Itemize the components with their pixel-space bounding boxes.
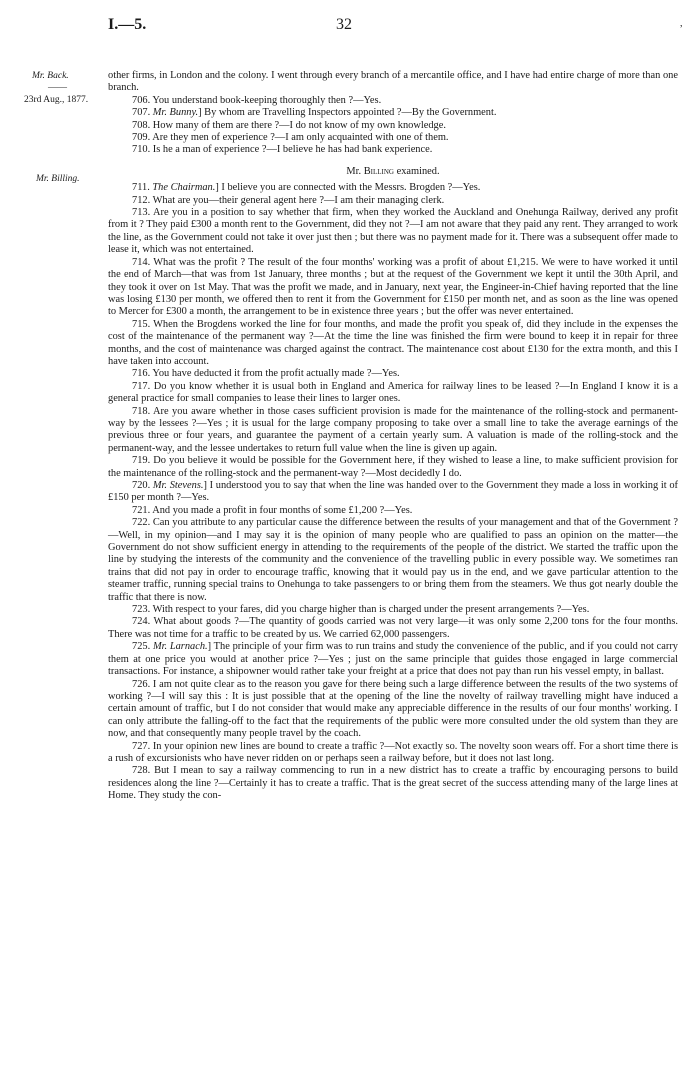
question-708: 708. How many of them are there ?—I do not know of my own knowledge.	[132, 119, 446, 131]
margin-date: 23rd Aug., 1877.	[24, 95, 89, 105]
question-709: 709. Are they men of experience ?—I am only acquainted with one of them.	[132, 132, 449, 144]
margin-dash: ——	[48, 83, 67, 93]
question-725	[108, 641, 678, 678]
question-713: 713. Are you in a position to say whether that firm, when they worked the Auckland and Onehunga Railway, derived any profit from it ? They paid £300 a month rent to the Government, did they not ?—I am not aware that they paid any rent. They arranged to work the line, as the Government could not take it over just then ; but there was no payment made for it. There was a subsequent offer made to lease it, which was not entertained.	[108, 207, 678, 256]
speaker-name: Mr. Bunny.	[152, 107, 199, 119]
section-heading	[108, 166, 678, 178]
question-714: 714. What was the profit ? The result of the four months' working was a profit of about £1,215. We were to have worked it until the end of March—that was from 1st January, three months ; but at the request of the Government we kept it until the 30th April, and they took it over on 1st May. That was the profit we made, and in January, next year, the Engineer-in-Chief having reported that the line was losing £130 per month, we offered then to rent it from the Government for £150 per month net, and as soon as the line was opened to Mercer for £300 a month, the arrangement to be in existence three years ; but the offer was never entertained.	[108, 256, 678, 318]
question-text: ] I believe you are connected with the Messrs. Brogden ?—Yes.	[215, 182, 481, 194]
question-726: 726. I am not quite clear as to the reason you gave for there being such a large difference between the results of the two systems of working ?—I will say this : It is just possible that at the opening of the line the novelty of railway travelling might have induced a certain amount of traffic, but I do not consider that would make any appreciable difference in the results of our four months' working. I can only attribute the falling-off to the fact that the requirements of the public were more consulted under the old system than they are now, and that consequently many people travel by the coach.	[108, 678, 678, 740]
speaker-name: Mr. Larnach.	[152, 641, 208, 653]
question-719: 719. Do you believe it would be possible for the Government here, if they wished to lease a line, to make sufficient provision for the maintenance of the rolling-stock and the permanent-way ?—Most decidedly I do.	[108, 455, 678, 479]
page-number: 32	[336, 16, 352, 33]
question-711	[108, 182, 678, 194]
question-728: 728. But I mean to say a railway commencing to run in a new district has to create a traffic by encouraging persons to build residences along the line ?—Certainly it has to create a traffic. That is the great secret of the success attending many of the large lines at Home. They study the con-	[108, 765, 678, 802]
margin-witness-back: Mr. Back.	[32, 71, 69, 81]
question-number: 720.	[132, 480, 153, 491]
question-706: 706. You understand book-keeping thoroughly then ?—Yes.	[132, 94, 382, 106]
question-text: ] The principle of your firm was to run trains and study the convenience of the public, and if you could not carry them at one price you would at another price ?—Yes ; just on the same principle that guides those engaged in large commercial transactions. For instance, a shipowner would rather take your freight at a price that does not pay than run his vessel empty, in ballast.	[108, 641, 679, 678]
margin-witness-billing: Mr. Billing.	[36, 174, 80, 184]
question-712: 712. What are you—their general agent here ?—I am their managing clerk.	[132, 194, 445, 206]
question-716: 716. You have deducted it from the profit actually made ?—Yes.	[132, 368, 400, 380]
document-reference: I.—5.	[108, 16, 147, 33]
paragraph-continuation: other firms, in London and the colony. I went through every branch of a mercantile office, and I have had entire charge of more than one branch.	[108, 70, 678, 94]
speaker-name: Mr. Stevens.	[152, 480, 204, 491]
heading-prefix: Mr.	[346, 165, 364, 177]
heading-suffix: examined.	[394, 165, 440, 177]
question-727: 727. In your opinion new lines are bound to create a traffic ?—Not exactly so. The novelty soon wears off. For a short time there is a rush of excursionists who have never ridden on or perhaps seen a railway before, but it does not last long.	[108, 740, 678, 764]
testimony-body	[108, 70, 678, 803]
question-text: ] I understood you to say that when the line was handed over to the Government they made a loss in working it of £150 per month ?—Yes.	[108, 480, 678, 504]
question-number: 707.	[132, 107, 153, 119]
question-text: ] By whom are Travelling Inspectors appointed ?—By the Government.	[198, 107, 497, 119]
question-number: 711.	[132, 182, 153, 194]
question-707	[108, 107, 678, 119]
question-720	[108, 480, 678, 505]
header-mark: ,	[680, 18, 683, 29]
question-718: 718. Are you aware whether in those cases sufficient provision is made for the maintenance of the rolling-stock and permanent-way by the lessees ?—Yes ; it is usual for the large company proposing to take over a small line to take the average earnings of the previous three or four years, and guarantee the payment of a certain yearly sum. A valuation is made of the rolling-stock and the permanent-way, and the lessee undertakes to return full value when the line is given up again.	[108, 405, 678, 454]
page-header	[0, 16, 700, 40]
question-number: 725.	[132, 641, 153, 653]
question-724: 724. What about goods ?—The quantity of goods carried was not very large—it was only some 2,200 tons for the four months. There was not time for a traffic to be created by us. We carried 62,000 passengers.	[108, 616, 678, 640]
speaker-name: The Chairman.	[152, 182, 216, 194]
question-710: 710. Is he a man of experience ?—I believe he has had bank experience.	[132, 144, 433, 156]
page-bottom-spacer	[108, 1072, 678, 1073]
heading-name: Billing	[363, 165, 394, 177]
question-722: 722. Can you attribute to any particular cause the difference between the results of your management and that of the Government ?—Well, in my opinion—and I may say it is the opinion of many people who are qualified to pass an opinion on the matter—the Government do not show sufficient energy in attending to the requirements of the people of the district. We started the traffic upon the line by studying the interests of the community and the convenience of the travelling public in every possible way. We sometimes ran trains that did not pay in order to encourage traffic, knowing that it would pay us in the end, and we gave particular attention to the steamer traffic, running special trains to Onehunga to take passengers to or bring them from the steamers. We thus got nearly double the traffic that there is now.	[108, 517, 678, 603]
question-717: 717. Do you know whether it is usual both in England and America for railway lines to be leased ?—In England I know it is a general practice for small companies to lease their lines to larger ones.	[108, 380, 678, 405]
question-723: 723. With respect to your fares, did you charge higher than is charged under the present arrangements ?—Yes.	[132, 604, 590, 616]
question-721: 721. And you made a profit in four months of some £1,200 ?—Yes.	[132, 504, 413, 516]
question-715: 715. When the Brogdens worked the line for four months, and made the profit you speak of, did they include in the expenses the cost of the maintenance of the permanent way ?—At the time the line was finished the firm were bound to keep it in repair for three months, and the cost of maintenance was charged against the contract. The maintenance cost about £130 for the extra month, and this I have taken into account.	[108, 318, 678, 367]
